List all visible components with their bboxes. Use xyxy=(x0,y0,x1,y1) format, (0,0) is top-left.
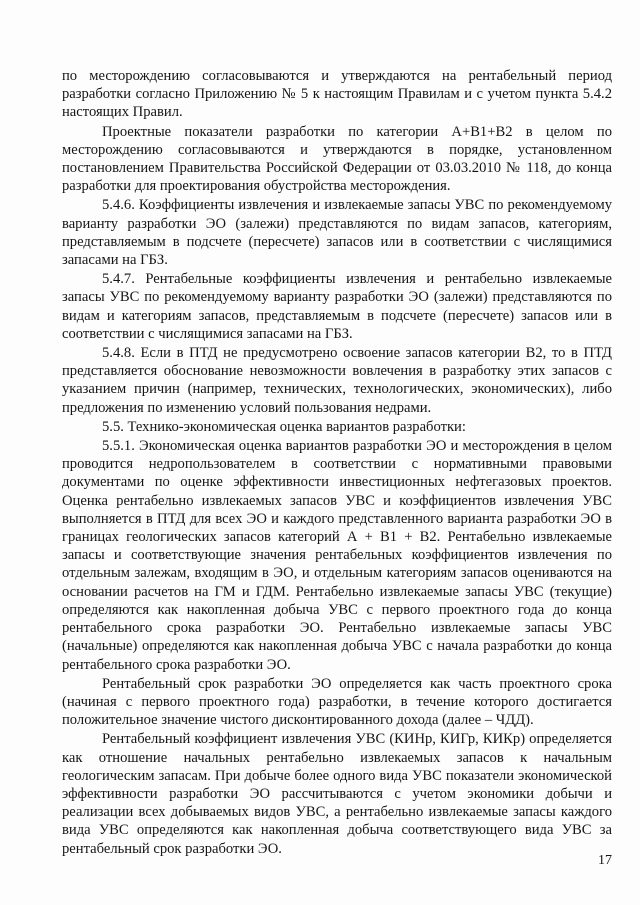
page-number: 17 xyxy=(598,853,612,868)
paragraph-5-5: 5.5. Технико-экономическая оценка вариантов разработки: xyxy=(102,418,466,435)
paragraph-continuation: по месторождению согласовываются и утверждаются на рентабельный период разработки согласно Приложению № 5 к настоящим Правилам и с учетом пункта 5.4.2 настоящих Правил. xyxy=(62,68,612,121)
paragraph-5-4-8: 5.4.8. Если в ПТД не предусмотрено освоение запасов категории В2, то в ПТД представляется обоснование невозможности вовлечения в разработку этих запасов с указанием причин (например, технических, технологических, экономических), либо предложения по изменению условий пользования недрами. xyxy=(62,345,612,416)
paragraph-profitable-term: Рентабельный срок разработки ЭО определяется как часть проектного срока (начиная с первого проектного года) разработки, в течение которого достигается положительное значение чистого дисконтированного дохода (далее – ЧДД). xyxy=(62,675,612,729)
document-body xyxy=(62,67,612,859)
paragraph-5-4-7: 5.4.7. Рентабельные коэффициенты извлечения и рентабельно извлекаемые запасы УВС по рекомендуемому варианту разработки ЭО (залежи) представляются по видам и категориям запасов, представляемым в подсчете (пересчете) запасов или в соответствии с числящимися запасами на ГБЗ. xyxy=(62,271,612,342)
paragraph-5-4-6: 5.4.6. Коэффициенты извлечения и извлекаемые запасы УВС по рекомендуемому варианту разработки ЭО (залежи) представляются по видам запасов, категориям, представляемым в подсчете (пересчете) запасов или в соответствии с числящимися запасами на ГБЗ. xyxy=(62,197,612,269)
paragraph-project-indicators: Проектные показатели разработки по категории А+В1+В2 в целом по месторождению согласовываются и утверждаются в порядке, установленном постановлением Правительства Российской Федерации от 03.03.2010 № 118, до конца разработки для проектирования обустройства месторождения. xyxy=(62,123,612,195)
paragraph-profitable-coefficient: Рентабельный коэффициент извлечения УВС (КИНр, КИГр, КИКр) определяется как отношение начальных рентабельно извлекаемых запасов к начальным геологическим запасам. При добыче более одного вида УВС показатели экономической эффективности разработки ЭО рассчитываются с учетом экономики добычи и реализации всех добываемых видов УВС, а рентабельно извлекаемые запасы каждого вида УВС определяются как накопленная добыча соответствующего вида УВС за рентабельный срок разработки ЭО. xyxy=(62,731,612,857)
paragraph-5-5-1: 5.5.1. Экономическая оценка вариантов разработки ЭО и месторождения в целом проводится недропользователем в соответствии с нормативными правовыми документами по оценке эффективности инвестиционных нефтегазовых проектов. Оценка рентабельно извлекаемых запасов УВС и коэффициентов извлечения УВС выполняется в ПТД для всех ЭО и каждого представленного варианта разработки ЭО в границах геологических запасов категорий А + В1 + В2. Рентабельно извлекаемые запасы и соответствующие значения рентабельных коэффициентов извлечения по отдельным залежам, входящим в ЭО, и отдельным категориям запасов оцениваются на основании расчетов на ГМ и ГДМ. Рентабельно извлекаемые запасы УВС (текущие) определяются как накопленная добыча УВС с первого проектного года до конца рентабельного срока разработки ЭО. Рентабельно извлекаемые запасы УВС (начальные) определяются как накопленная добыча УВС с начала разработки до конца рентабельного срока разработки ЭО. xyxy=(62,438,612,673)
